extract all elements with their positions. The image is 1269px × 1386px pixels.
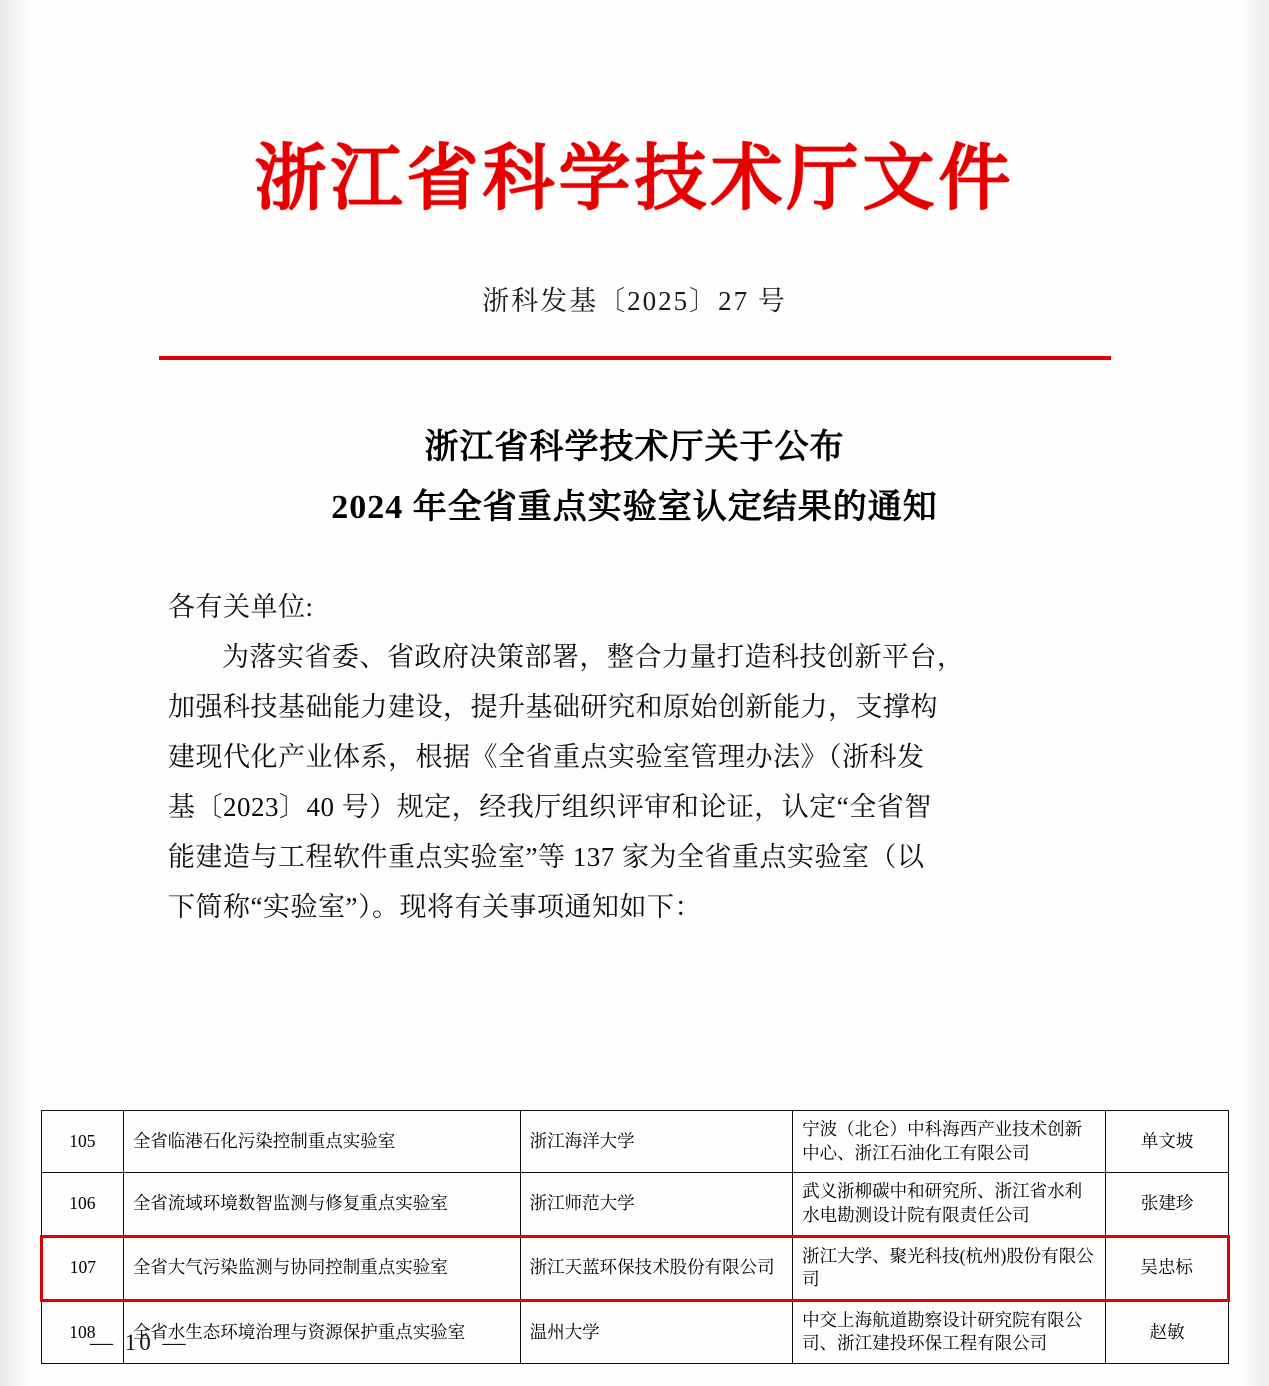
row-leader: 吴忠标 bbox=[1106, 1236, 1229, 1300]
row-number: 105 bbox=[42, 1111, 124, 1173]
document-title: 浙江省科学技术厅文件 bbox=[254, 135, 1015, 220]
table-row bbox=[42, 1173, 1229, 1236]
row-number: 108 bbox=[42, 1300, 124, 1363]
document-number: 浙科发基〔2025〕27 号 bbox=[482, 286, 787, 317]
body-text bbox=[168, 583, 1101, 931]
page-number: — 10 — bbox=[90, 1330, 189, 1355]
row-leader: 单文坡 bbox=[1106, 1111, 1229, 1173]
row-number: 107 bbox=[42, 1236, 124, 1300]
lab-results-table bbox=[40, 1110, 1230, 1364]
body-line-4: 基〔2023〕40 号）规定，经我厅组织评审和论证，认定“全省智 bbox=[168, 792, 932, 823]
row-partner-organizations: 中交上海航道勘察设计研究院有限公司、浙江建投环保工程有限公司 bbox=[793, 1300, 1106, 1363]
row-partner-organizations: 武义浙柳碳中和研究所、浙江省水利水电勘测设计院有限责任公司 bbox=[793, 1173, 1106, 1236]
headline-line-1: 浙江省科学技术厅关于公布 bbox=[424, 429, 845, 467]
table-row bbox=[42, 1111, 1229, 1173]
body-line-1: 为落实省委、省政府决策部署，整合力量打造科技创新平台， bbox=[222, 642, 965, 673]
row-lab-name: 全省临港石化污染控制重点实验室 bbox=[123, 1111, 520, 1173]
body-line-6: 下简称“实验室”）。现将有关事项通知如下： bbox=[168, 892, 702, 923]
row-host-organization: 浙江海洋大学 bbox=[520, 1111, 792, 1173]
table-row-highlighted bbox=[42, 1236, 1229, 1300]
red-divider-rule bbox=[159, 356, 1111, 360]
row-leader: 张建珍 bbox=[1106, 1173, 1229, 1236]
row-lab-name: 全省流域环境数智监测与修复重点实验室 bbox=[123, 1173, 520, 1236]
row-leader: 赵敏 bbox=[1106, 1300, 1229, 1363]
salutation: 各有关单位: bbox=[168, 592, 314, 623]
headline-line-2: 2024 年全省重点实验室认定结果的通知 bbox=[331, 488, 938, 526]
row-partner-organizations: 宁波（北仑）中科海西产业技术创新中心、浙江石油化工有限公司 bbox=[793, 1111, 1106, 1173]
row-host-organization: 浙江师范大学 bbox=[520, 1173, 792, 1236]
body-line-2: 加强科技基础能力建设，提升基础研究和原始创新能力，支撑构 bbox=[168, 692, 938, 723]
row-number: 106 bbox=[42, 1173, 124, 1236]
row-lab-name: 全省大气污染监测与协同控制重点实验室 bbox=[123, 1236, 520, 1300]
row-host-organization: 浙江天蓝环保技术股份有限公司 bbox=[520, 1236, 792, 1300]
row-partner-organizations: 浙江大学、聚光科技(杭州)股份有限公司 bbox=[793, 1236, 1106, 1300]
body-line-3: 建现代化产业体系，根据《全省重点实验室管理办法》（浙科发 bbox=[168, 742, 925, 773]
table-row bbox=[42, 1300, 1229, 1363]
page-title bbox=[0, 418, 1269, 537]
row-lab-name: 全省水生态环境治理与资源保护重点实验室 bbox=[123, 1300, 520, 1363]
body-line-5: 能建造与工程软件重点实验室”等 137 家为全省重点实验室（以 bbox=[168, 842, 925, 873]
row-host-organization: 温州大学 bbox=[520, 1300, 792, 1363]
